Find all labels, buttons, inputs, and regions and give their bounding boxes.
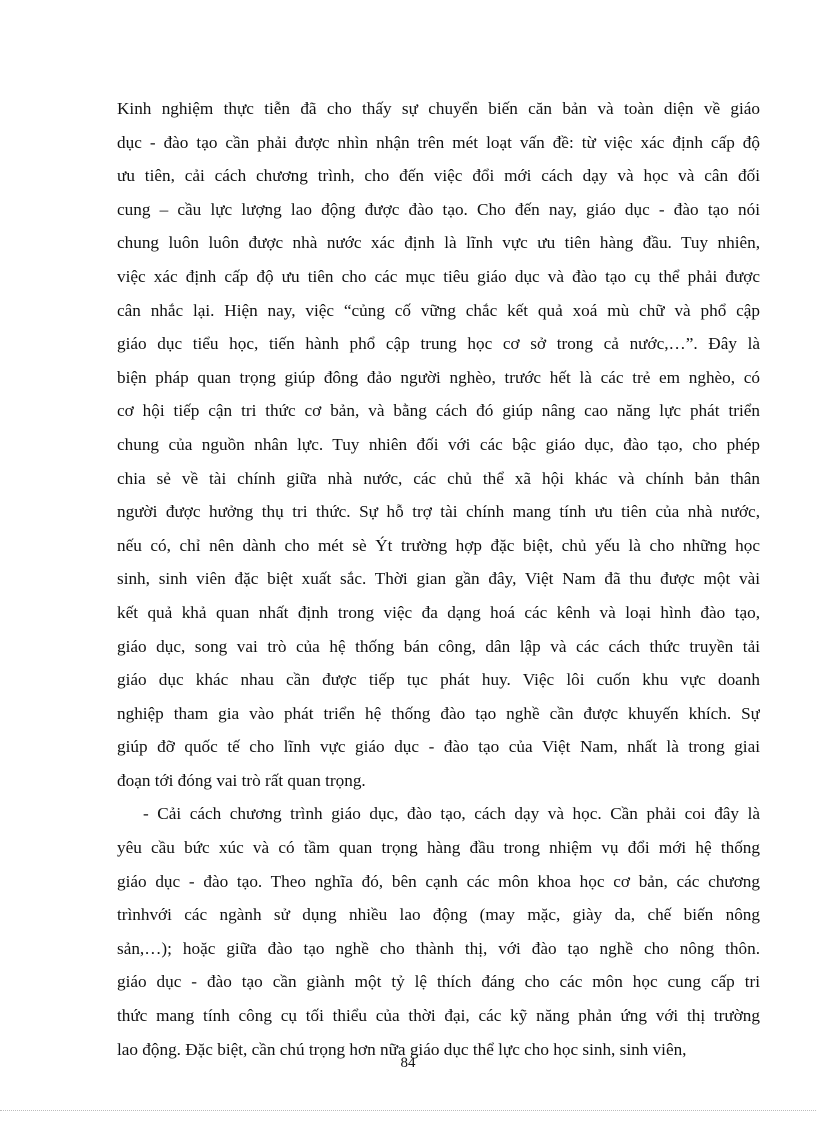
paragraph-1 — [117, 92, 760, 797]
text-line: chia sẻ về tài chính giữa nhà nước, các chủ thể xã hội khác và chính bản thân — [117, 468, 760, 488]
text-line: thức mang tính công cụ tối thiểu của thời đại, các kỹ năng phản ứng với thị trường — [117, 1006, 760, 1026]
text-line: cơ hội tiếp cận tri thức cơ bản, và bằng cách đó giúp nâng cao năng lực phát triển — [117, 401, 760, 421]
text-line: giáo dục - đào tạo. Theo nghĩa đó, bên cạnh các môn khoa học cơ bản, các chương — [117, 871, 760, 891]
text-line: cân nhắc lại. Hiện nay, việc “củng cố vững chắc kết quả xoá mù chữ và phổ cập — [117, 300, 760, 320]
text-line: giúp đỡ quốc tế cho lĩnh vực giáo dục - đào tạo của Việt Nam, nhất là trong giai — [117, 737, 760, 757]
text-line: giáo dục, song vai trò của hệ thống bán công, dân lập và các cách thức truyền tải — [117, 636, 760, 656]
page-number: 84 — [400, 1055, 416, 1071]
text-line: giáo dục khác nhau cần được tiếp tục phát huy. Việc lôi cuốn khu vực doanh — [117, 670, 760, 690]
text-line: người được hưởng thụ tri thức. Sự hỗ trợ tài chính mang tính ưu tiên của nhà nước, — [117, 502, 760, 522]
text-line: nghiệp tham gia vào phát triển hệ thống đào tạo nghề cần được khuyến khích. Sự — [117, 703, 760, 723]
text-line: nếu có, chỉ nên dành cho mét sè Ýt trường hợp đặc biệt, chủ yếu là cho những học — [117, 535, 760, 555]
text-line: trìnhvới các ngành sử dụng nhiều lao động (may mặc, giày da, chế biến nông — [117, 905, 760, 925]
text-line: đoạn tới đóng vai trò rất quan trọng. — [117, 770, 366, 790]
text-line: kết quả khả quan nhất định trong việc đa dạng hoá các kênh và loại hình đào tạo, — [117, 602, 760, 622]
text-line: sinh, sinh viên đặc biệt xuất sắc. Thời gian gần đây, Việt Nam đã thu được một vài — [117, 569, 760, 589]
text-line: Kinh nghiệm thực tiễn đã cho thấy sự chuyển biến căn bản và toàn diện về giáo — [117, 99, 760, 118]
text-line: yêu cầu bức xúc và có tầm quan trọng hàng đầu trong nhiệm vụ đổi mới hệ thống — [117, 838, 760, 858]
text-line: dục - đào tạo cần phải được nhìn nhận trên mét loạt vấn đề: từ việc xác định cấp độ — [117, 132, 760, 152]
text-line: giáo dục tiểu học, tiến hành phổ cập trung học cơ sở trong cả nước,…”. Đây là — [117, 334, 760, 354]
text-line: - Cải cách chương trình giáo dục, đào tạo, cách dạy và học. Cần phải coi đây là — [143, 804, 760, 824]
page-bottom-divider — [0, 1110, 816, 1111]
text-line: giáo dục - đào tạo cần giành một tỷ lệ thích đáng cho các môn học cung cấp tri — [117, 972, 760, 992]
text-line: sản,…); hoặc giữa đào tạo nghề cho thành thị, với đào tạo nghề cho nông thôn. — [117, 938, 760, 958]
text-line: chung luôn luôn được nhà nước xác định là lĩnh vực ưu tiên hàng đầu. Tuy nhiên, — [117, 233, 760, 253]
text-line: việc xác định cấp độ ưu tiên cho các mục tiêu giáo dục và đào tạo cụ thể phải được — [117, 266, 760, 286]
body-text — [117, 92, 760, 1066]
text-line: chung của nguồn nhân lực. Tuy nhiên đối với các bậc giáo dục, đào tạo, cho phép — [117, 434, 760, 454]
text-line: ưu tiên, cải cách chương trình, cho đến việc đổi mới cách dạy và học và cân đối — [117, 166, 760, 186]
text-line: biện pháp quan trọng giúp đông đảo người nghèo, trước hết là các trẻ em nghèo, có — [117, 367, 760, 387]
text-line: cung – cầu lực lượng lao động được đào tạo. Cho đến nay, giáo dục - đào tạo nói — [117, 199, 760, 219]
paragraph-2 — [117, 797, 760, 1066]
text-line: lao động. Đặc biệt, cần chú trọng hơn nữa giáo dục thể lực cho học sinh, sinh viên, — [117, 1039, 687, 1059]
